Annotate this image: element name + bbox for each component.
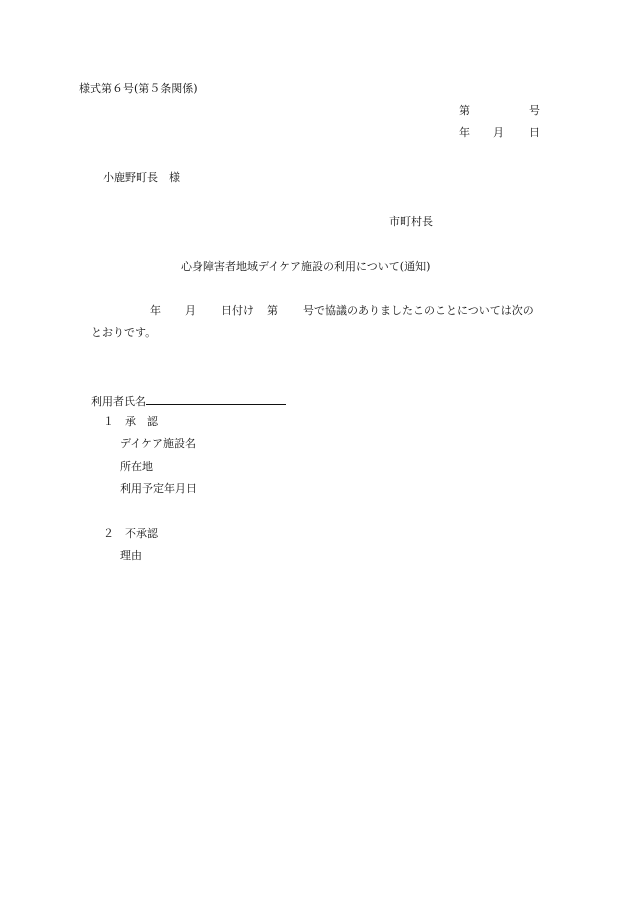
disapproval-heading: ２ 不承認 — [103, 527, 158, 540]
approval-item-facility-name: デイケア施設名 — [120, 437, 197, 450]
sender: 市町村長 — [389, 215, 433, 228]
approval-heading: １ 承 認 — [103, 415, 158, 428]
approval-item-planned-date: 利用予定年月日 — [120, 482, 197, 495]
form-label: 様式第６号(第５条関係) — [79, 82, 198, 95]
user-name-row — [91, 393, 286, 409]
body-line2: とおりです。 — [91, 326, 157, 339]
body-day-dated: 日付け — [221, 304, 254, 317]
doc-number-suffix: 号 — [529, 104, 540, 117]
addressee: 小鹿野町長 様 — [103, 171, 180, 184]
disapproval-item-reason: 理由 — [120, 549, 142, 562]
doc-date-year: 年 — [459, 126, 470, 139]
document-title: 心身障害者地域デイケア施設の利用について(通知) — [181, 260, 431, 273]
body-line1-rest: 号で協議のありましたこのことについては次の — [303, 304, 534, 317]
approval-item-location: 所在地 — [120, 460, 153, 473]
doc-number-prefix: 第 — [459, 104, 470, 117]
body-year: 年 — [150, 304, 161, 317]
doc-date-month: 月 — [493, 126, 504, 139]
user-name-blank-line — [146, 393, 286, 405]
doc-date-day: 日 — [529, 126, 540, 139]
body-number-prefix: 第 — [267, 304, 278, 317]
user-name-label: 利用者氏名 — [91, 395, 146, 408]
body-month: 月 — [185, 304, 196, 317]
